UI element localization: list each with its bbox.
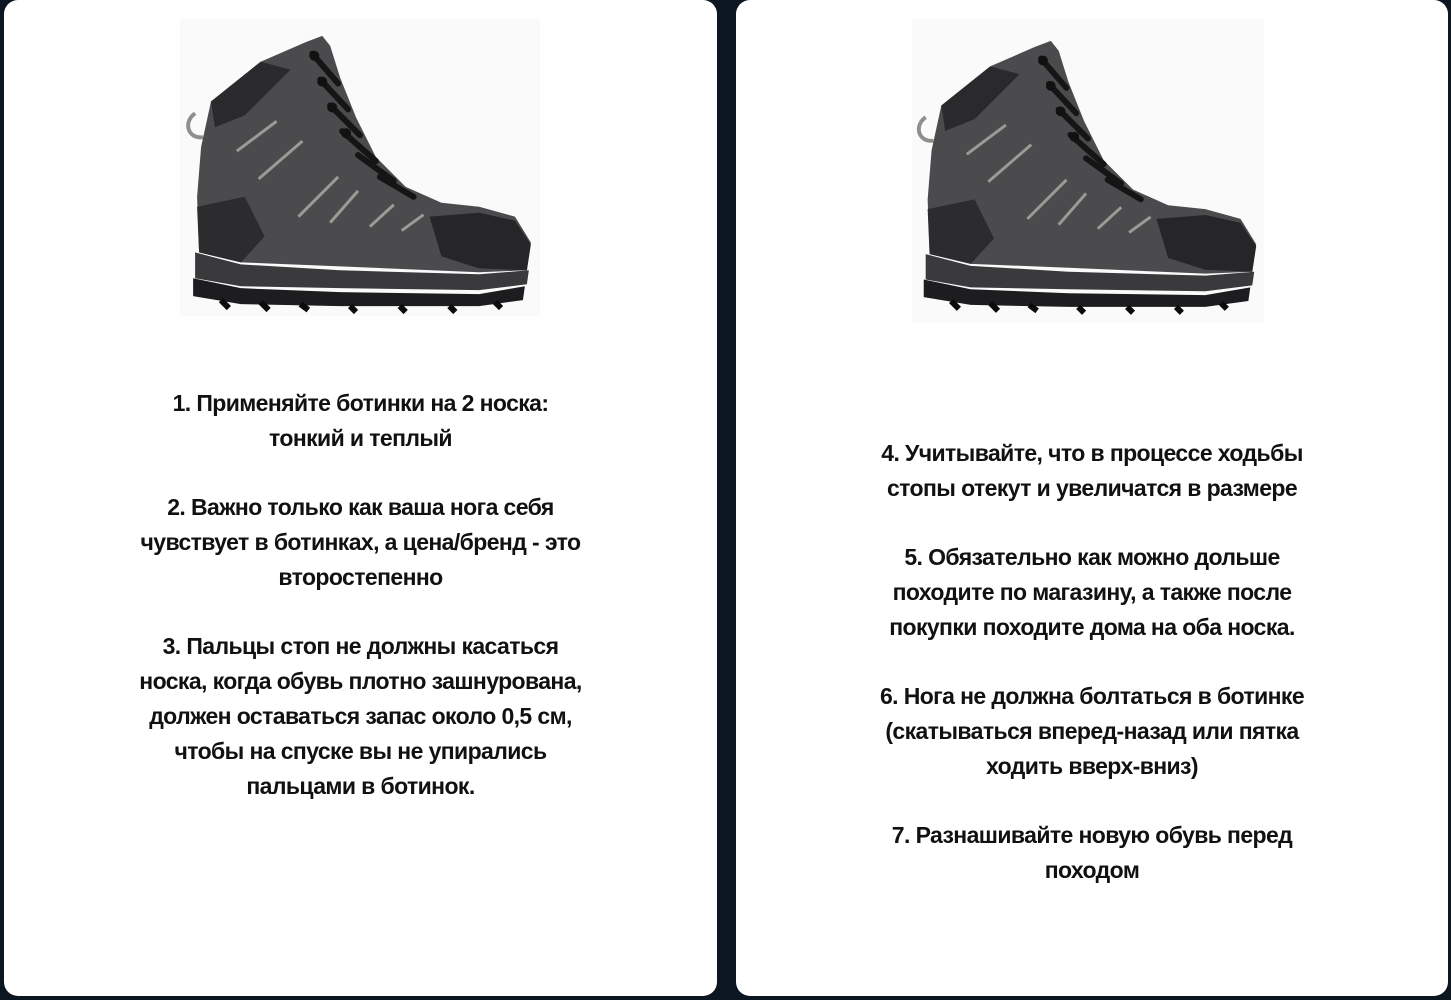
left-card [4, 0, 717, 996]
hiking-boot-icon [180, 18, 540, 316]
right-card [736, 0, 1448, 996]
tip-6-line-3: ходить вверх-вниз) [986, 753, 1198, 779]
tip-6-line-1: 6. Нога не должна болтаться в ботинке [879, 683, 1305, 709]
tip-3-line-3: должен оставаться запас около 0,5 см, [149, 703, 572, 729]
tip-5-line-1: 5. Обязательно как можно дольше [904, 544, 1280, 570]
tip-3-line-2: носка, когда обувь плотно зашнурована, [139, 668, 582, 694]
tip-1 [4, 386, 717, 456]
tip-7-line-2: походом [1044, 857, 1140, 883]
tip-4-line-2: стопы отекут и увеличатся в размере [886, 475, 1298, 501]
tip-5-line-3: покупки походите дома на оба носка. [889, 614, 1295, 640]
tip-1-line-1: 1. Применяйте ботинки на 2 носка: [172, 390, 549, 416]
tip-2-line-2: чувствует в ботинках, а цена/бренд - это [140, 529, 581, 555]
tip-2-line-3: второстепенно [278, 564, 443, 590]
tip-6-line-2: (скатываться вперед-назад или пятка [885, 718, 1299, 744]
tip-2-line-1: 2. Важно только как ваша нога себя [167, 494, 554, 520]
tip-3-line-4: чтобы на спуске вы не упирались [174, 738, 547, 764]
tips-list [736, 436, 1448, 922]
tip-3 [4, 629, 717, 804]
hiking-boot-icon [912, 18, 1264, 322]
tip-7 [736, 818, 1448, 888]
tip-5-line-2: походите по магазину, а также после [892, 579, 1292, 605]
tip-4-line-1: 4. Учитывайте, что в процессе ходьбы [881, 440, 1303, 466]
tip-7-line-1: 7. Разнашивайте новую обувь перед [891, 822, 1293, 848]
tip-1-line-2: тонкий и теплый [269, 425, 452, 451]
boot-image [180, 18, 540, 316]
tip-5 [736, 540, 1448, 645]
tip-3-line-5: пальцами в ботинок. [246, 773, 475, 799]
tip-2 [4, 490, 717, 595]
tip-3-line-1: 3. Пальцы стоп не должны касаться [162, 633, 559, 659]
tip-6 [736, 679, 1448, 784]
tips-list [4, 386, 717, 838]
boot-image [912, 18, 1264, 322]
tip-4 [736, 436, 1448, 506]
